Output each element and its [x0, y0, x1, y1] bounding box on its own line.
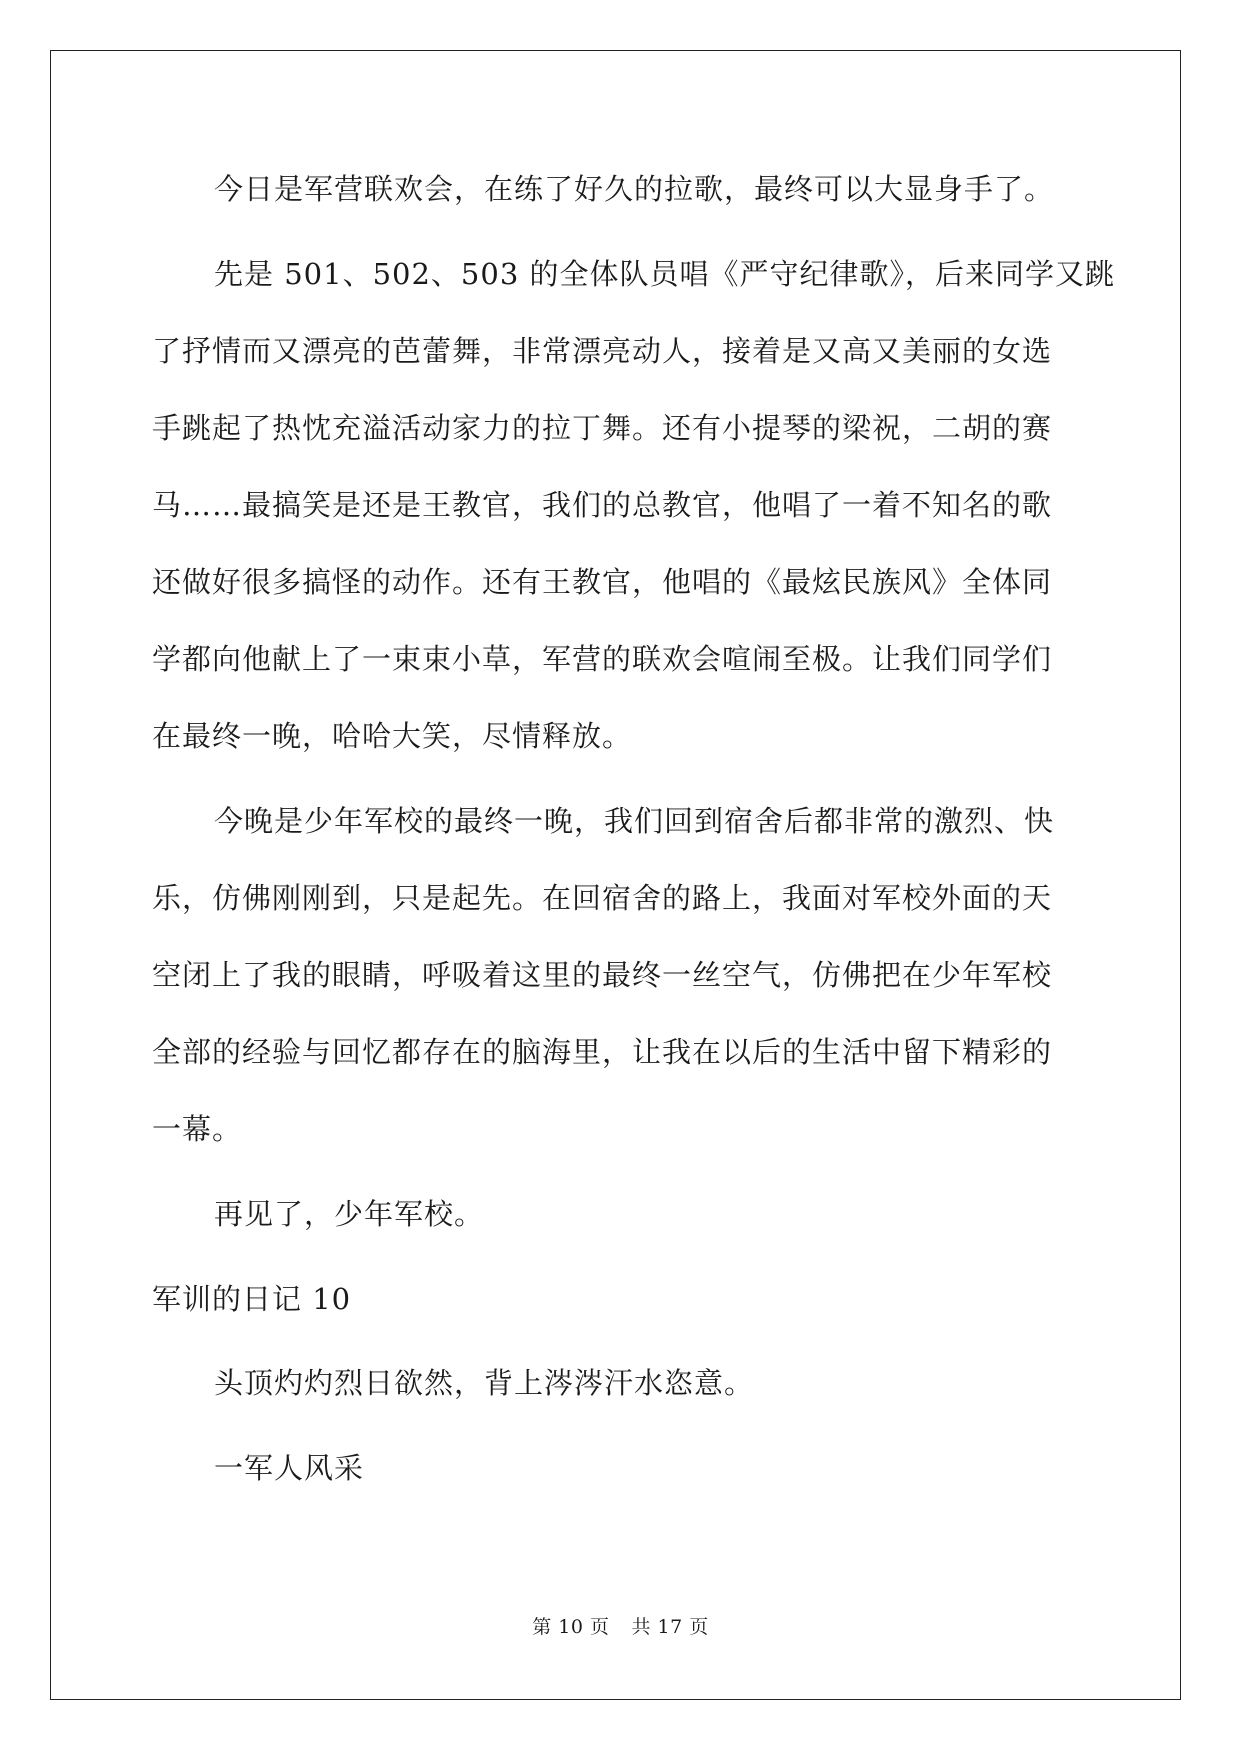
page-footer: [0, 1612, 1241, 1639]
paragraph-line: 乐，仿佛刚刚到，只是起先。在回宿舍的路上，我面对军校外面的天: [152, 881, 1053, 915]
page-number: 第 10 页: [532, 1616, 610, 1638]
paragraph-line: 空闭上了我的眼睛，呼吸着这里的最终一丝空气，仿佛把在少年军校: [152, 958, 1053, 992]
paragraph-line: 再见了，少年军校。: [214, 1197, 485, 1231]
paragraph-line: 头顶灼灼烈日欲然，背上涔涔汗水恣意。: [214, 1366, 755, 1400]
paragraph-line: 今日是军营联欢会，在练了好久的拉歌，最终可以大显身手了。: [214, 172, 1055, 206]
paragraph-line: 一幕。: [152, 1112, 243, 1146]
paragraph-line: 全部的经验与回忆都存在的脑海里，让我在以后的生活中留下精彩的: [152, 1035, 1053, 1069]
paragraph-line: 今晚是少年军校的最终一晚，我们回到宿舍后都非常的激烈、快: [214, 804, 1055, 838]
paragraph-line: 还做好很多搞怪的动作。还有王教官，他唱的《最炫民族风》全体同: [152, 565, 1053, 599]
paragraph-line: 了抒情而又漂亮的芭蕾舞，非常漂亮动人，接着是又高又美丽的女选: [152, 334, 1053, 368]
paragraph-line: 一军人风采: [214, 1451, 365, 1485]
paragraph-line: 学都向他献上了一束束小草，军营的联欢会喧闹至极。让我们同学们: [152, 642, 1053, 676]
paragraph-line: 手跳起了热忱充溢活动家力的拉丁舞。还有小提琴的梁祝，二胡的赛: [152, 411, 1053, 445]
paragraph-line: 马……最搞笑是还是王教官，我们的总教官，他唱了一着不知名的歌: [152, 488, 1053, 522]
paragraph-line: 先是 501、502、503 的全体队员唱《严守纪律歌》，后来同学又跳: [214, 257, 1115, 291]
section-heading: 军训的日记 10: [152, 1282, 352, 1316]
page-total: 共 17 页: [631, 1616, 709, 1638]
paragraph-line: 在最终一晚，哈哈大笑，尽情释放。: [152, 719, 633, 753]
